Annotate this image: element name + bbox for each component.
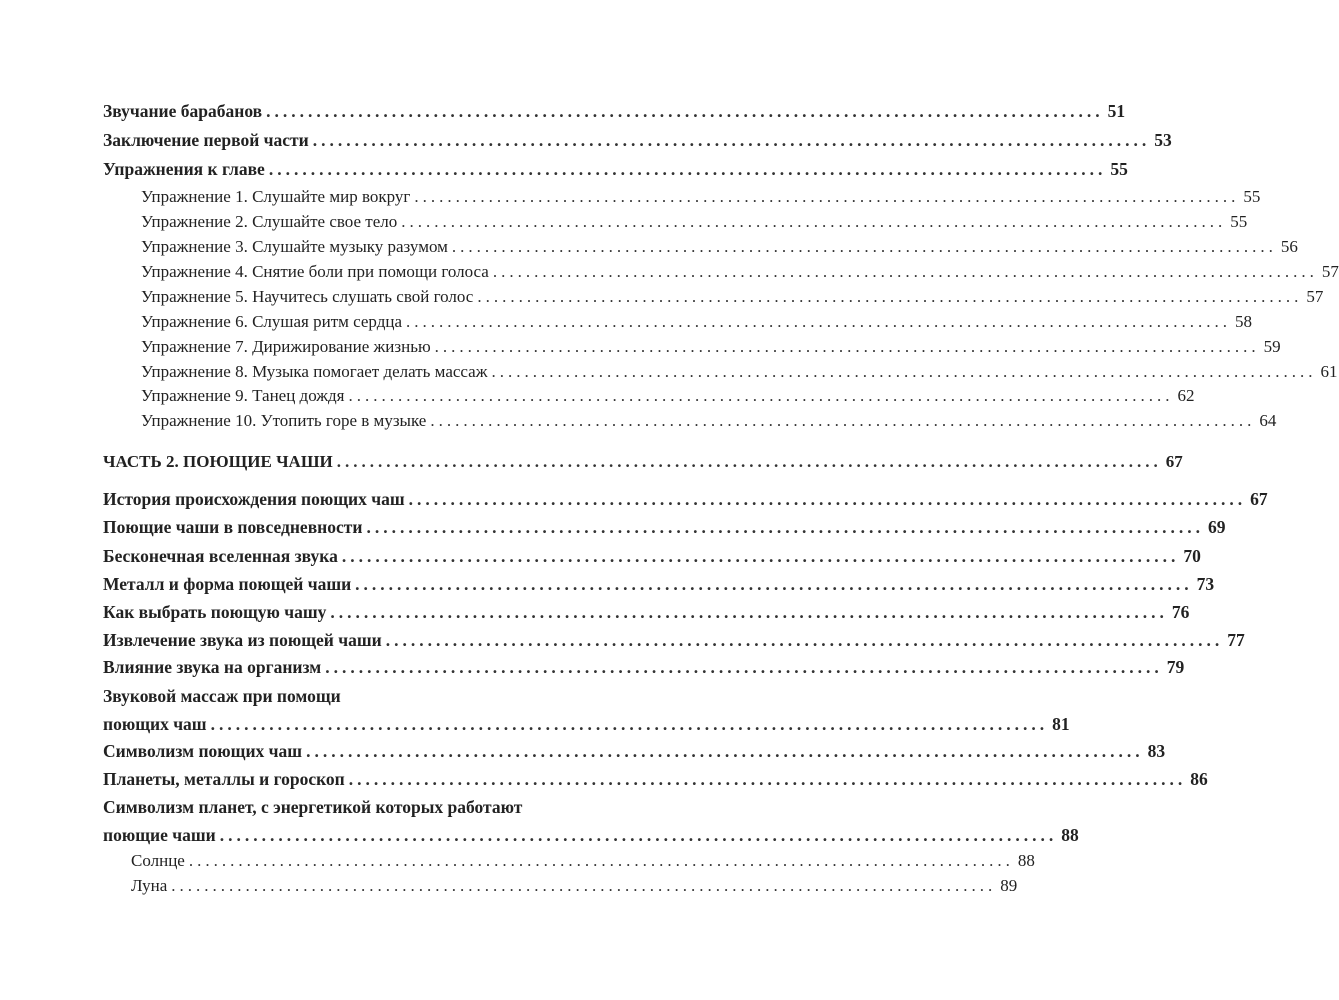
leader-dots: ....................................................................................................	[414, 187, 1240, 206]
toc-entry-page: 62	[1177, 386, 1195, 405]
toc-subentry	[103, 850, 1035, 872]
leader-dots: ....................................................................................................	[266, 101, 1104, 121]
toc-entry	[103, 516, 1226, 538]
toc-entry-page: 83	[1147, 741, 1166, 761]
toc-entry-title-line1: Звуковой массаж при помощи	[103, 686, 341, 706]
toc-entry	[103, 601, 1190, 623]
toc-entry-page: 53	[1154, 130, 1172, 150]
toc-entry-title: Солнце	[131, 851, 185, 870]
leader-dots: ....................................................................................................	[355, 574, 1193, 594]
leader-dots: ....................................................................................................	[477, 287, 1303, 306]
toc-entry-title: Как выбрать поющую чашу	[103, 602, 327, 622]
leader-dots: ....................................................................................................	[330, 602, 1168, 622]
toc-entry-title: Упражнения к главе	[103, 159, 265, 179]
toc-subentry	[103, 261, 1339, 283]
toc-entry-page: 58	[1235, 312, 1252, 331]
toc-entry-page: 55	[1110, 159, 1128, 179]
toc-entry	[103, 573, 1215, 595]
toc-entry-page: 56	[1280, 237, 1298, 256]
toc-entry-page: 59	[1263, 337, 1281, 356]
toc-entry-title: Упражнение 4. Снятие боли при помощи голоса	[141, 262, 489, 281]
toc-entry-title: Упражнение 8. Музыка помогает делать массаж	[141, 362, 488, 381]
toc-entry-title: Упражнение 7. Дирижирование жизнью	[141, 337, 431, 356]
toc-entry	[103, 656, 1185, 678]
toc-entry-title: Поющие чаши в повседневности	[103, 517, 363, 537]
toc-subentry	[103, 336, 1281, 358]
leader-dots: ....................................................................................................	[348, 769, 1187, 789]
toc-entry	[103, 158, 1128, 180]
leader-dots: ....................................................................................................	[171, 876, 997, 895]
toc-entry-page: 81	[1052, 714, 1070, 734]
toc-entry-title: Планеты, металлы и гороскоп	[103, 769, 345, 789]
toc-entry-page: 88	[1017, 851, 1035, 870]
toc-entry-title: Металл и форма поющей чаши	[103, 574, 352, 594]
leader-dots: ....................................................................................................	[406, 312, 1231, 331]
toc-entry-title: Упражнение 6. Слушая ритм сердца	[141, 312, 402, 331]
toc-entry-page: 73	[1196, 574, 1215, 594]
toc-entry-page: 79	[1166, 657, 1185, 677]
toc-entry-title: Извлечение звука из поющей чаши	[103, 630, 382, 650]
toc-entry-page: 69	[1207, 517, 1226, 537]
toc-entry-title: Луна	[131, 876, 168, 895]
toc-entry-page: 86	[1190, 769, 1208, 789]
toc-entry	[103, 545, 1201, 567]
toc-subentry	[103, 311, 1252, 333]
toc-entry-title: История происхождения поющих чаш	[103, 489, 405, 509]
toc-entry-page: 55	[1243, 187, 1261, 206]
leader-dots: ....................................................................................................	[451, 237, 1277, 256]
toc-entry-page: 55	[1230, 212, 1248, 231]
toc-entry-title: Символизм поющих чаш	[103, 741, 303, 761]
toc-part-heading	[103, 451, 1183, 473]
leader-dots: ....................................................................................................	[348, 386, 1174, 405]
toc-entry-title: ЧАСТЬ 2. ПОЮЩИЕ ЧАШИ	[103, 452, 333, 471]
leader-dots: ....................................................................................................	[492, 262, 1318, 281]
toc-entry-title: Упражнение 9. Танец дождя	[141, 386, 345, 405]
toc-entry-page: 67	[1250, 489, 1268, 509]
toc-entry-title: Упражнение 1. Слушайте мир вокруг	[141, 187, 411, 206]
leader-dots: ....................................................................................................	[430, 411, 1256, 430]
leader-dots: ....................................................................................................	[336, 452, 1162, 471]
toc-entry	[103, 129, 1172, 151]
toc-entry-multiline	[103, 796, 1079, 846]
toc-entry-page: 57	[1306, 287, 1324, 306]
toc-subentry	[103, 236, 1298, 258]
toc-subentry	[103, 286, 1324, 308]
toc-entry-page: 51	[1107, 101, 1126, 121]
toc-entry-page: 67	[1165, 452, 1183, 471]
leader-dots: ....................................................................................................	[312, 130, 1151, 150]
toc-subentry	[103, 410, 1277, 432]
leader-dots: ....................................................................................................	[385, 630, 1224, 650]
toc-entry	[103, 740, 1166, 762]
toc-entry-title: Бесконечная вселенная звука	[103, 546, 338, 566]
toc-entry-title: Упражнение 2. Слушайте свое тело	[141, 212, 398, 231]
leader-dots: ....................................................................................................	[366, 517, 1204, 537]
toc-entry-title: Влияние звука на организм	[103, 657, 322, 677]
toc-entry	[103, 768, 1208, 790]
leader-dots: ....................................................................................................	[341, 546, 1180, 566]
leader-dots: ....................................................................................................	[210, 714, 1049, 734]
toc-entry-title-line2: поющие чаши	[103, 825, 216, 845]
toc-entry-title: Звучание барабанов	[103, 101, 263, 121]
leader-dots: ....................................................................................................	[408, 489, 1247, 509]
toc-subentry	[103, 361, 1338, 383]
leader-dots: ....................................................................................................	[325, 657, 1163, 677]
toc-entry-title-line2: поющих чаш	[103, 714, 207, 734]
toc-entry	[103, 629, 1245, 651]
toc-subentry	[103, 211, 1248, 233]
toc-entry-multiline	[103, 685, 1070, 735]
leader-dots: ....................................................................................................	[188, 851, 1014, 870]
toc-entry-title-line1: Символизм планет, с энергетикой которых работают	[103, 797, 523, 817]
toc-subentry	[103, 385, 1195, 407]
toc-entry-page: 88	[1061, 825, 1079, 845]
toc-entry-page: 89	[1000, 876, 1018, 895]
leader-dots: ....................................................................................................	[434, 337, 1260, 356]
toc-entry-title: Упражнение 5. Научитесь слушать свой голос	[141, 287, 474, 306]
toc-entry-title: Заключение первой части	[103, 130, 309, 150]
toc-entry-title: Упражнение 10. Утопить горе в музыке	[141, 411, 427, 430]
toc-entry	[103, 100, 1126, 122]
leader-dots: ....................................................................................................	[491, 362, 1317, 381]
leader-dots: ....................................................................................................	[268, 159, 1107, 179]
toc-entry-page: 70	[1183, 546, 1201, 566]
toc-entry-title: Упражнение 3. Слушайте музыку разумом	[141, 237, 448, 256]
toc-subentry	[103, 875, 1018, 897]
leader-dots: ....................................................................................................	[219, 825, 1058, 845]
leader-dots: ....................................................................................................	[306, 741, 1144, 761]
toc-entry	[103, 488, 1268, 510]
toc-entry-page: 64	[1259, 411, 1277, 430]
toc-subentry	[103, 186, 1261, 208]
leader-dots: ....................................................................................................	[401, 212, 1227, 231]
toc-entry-page: 77	[1227, 630, 1245, 650]
toc-entry-page: 76	[1171, 602, 1190, 622]
toc-entry-page: 61	[1320, 362, 1338, 381]
toc-entry-page: 57	[1321, 262, 1339, 281]
